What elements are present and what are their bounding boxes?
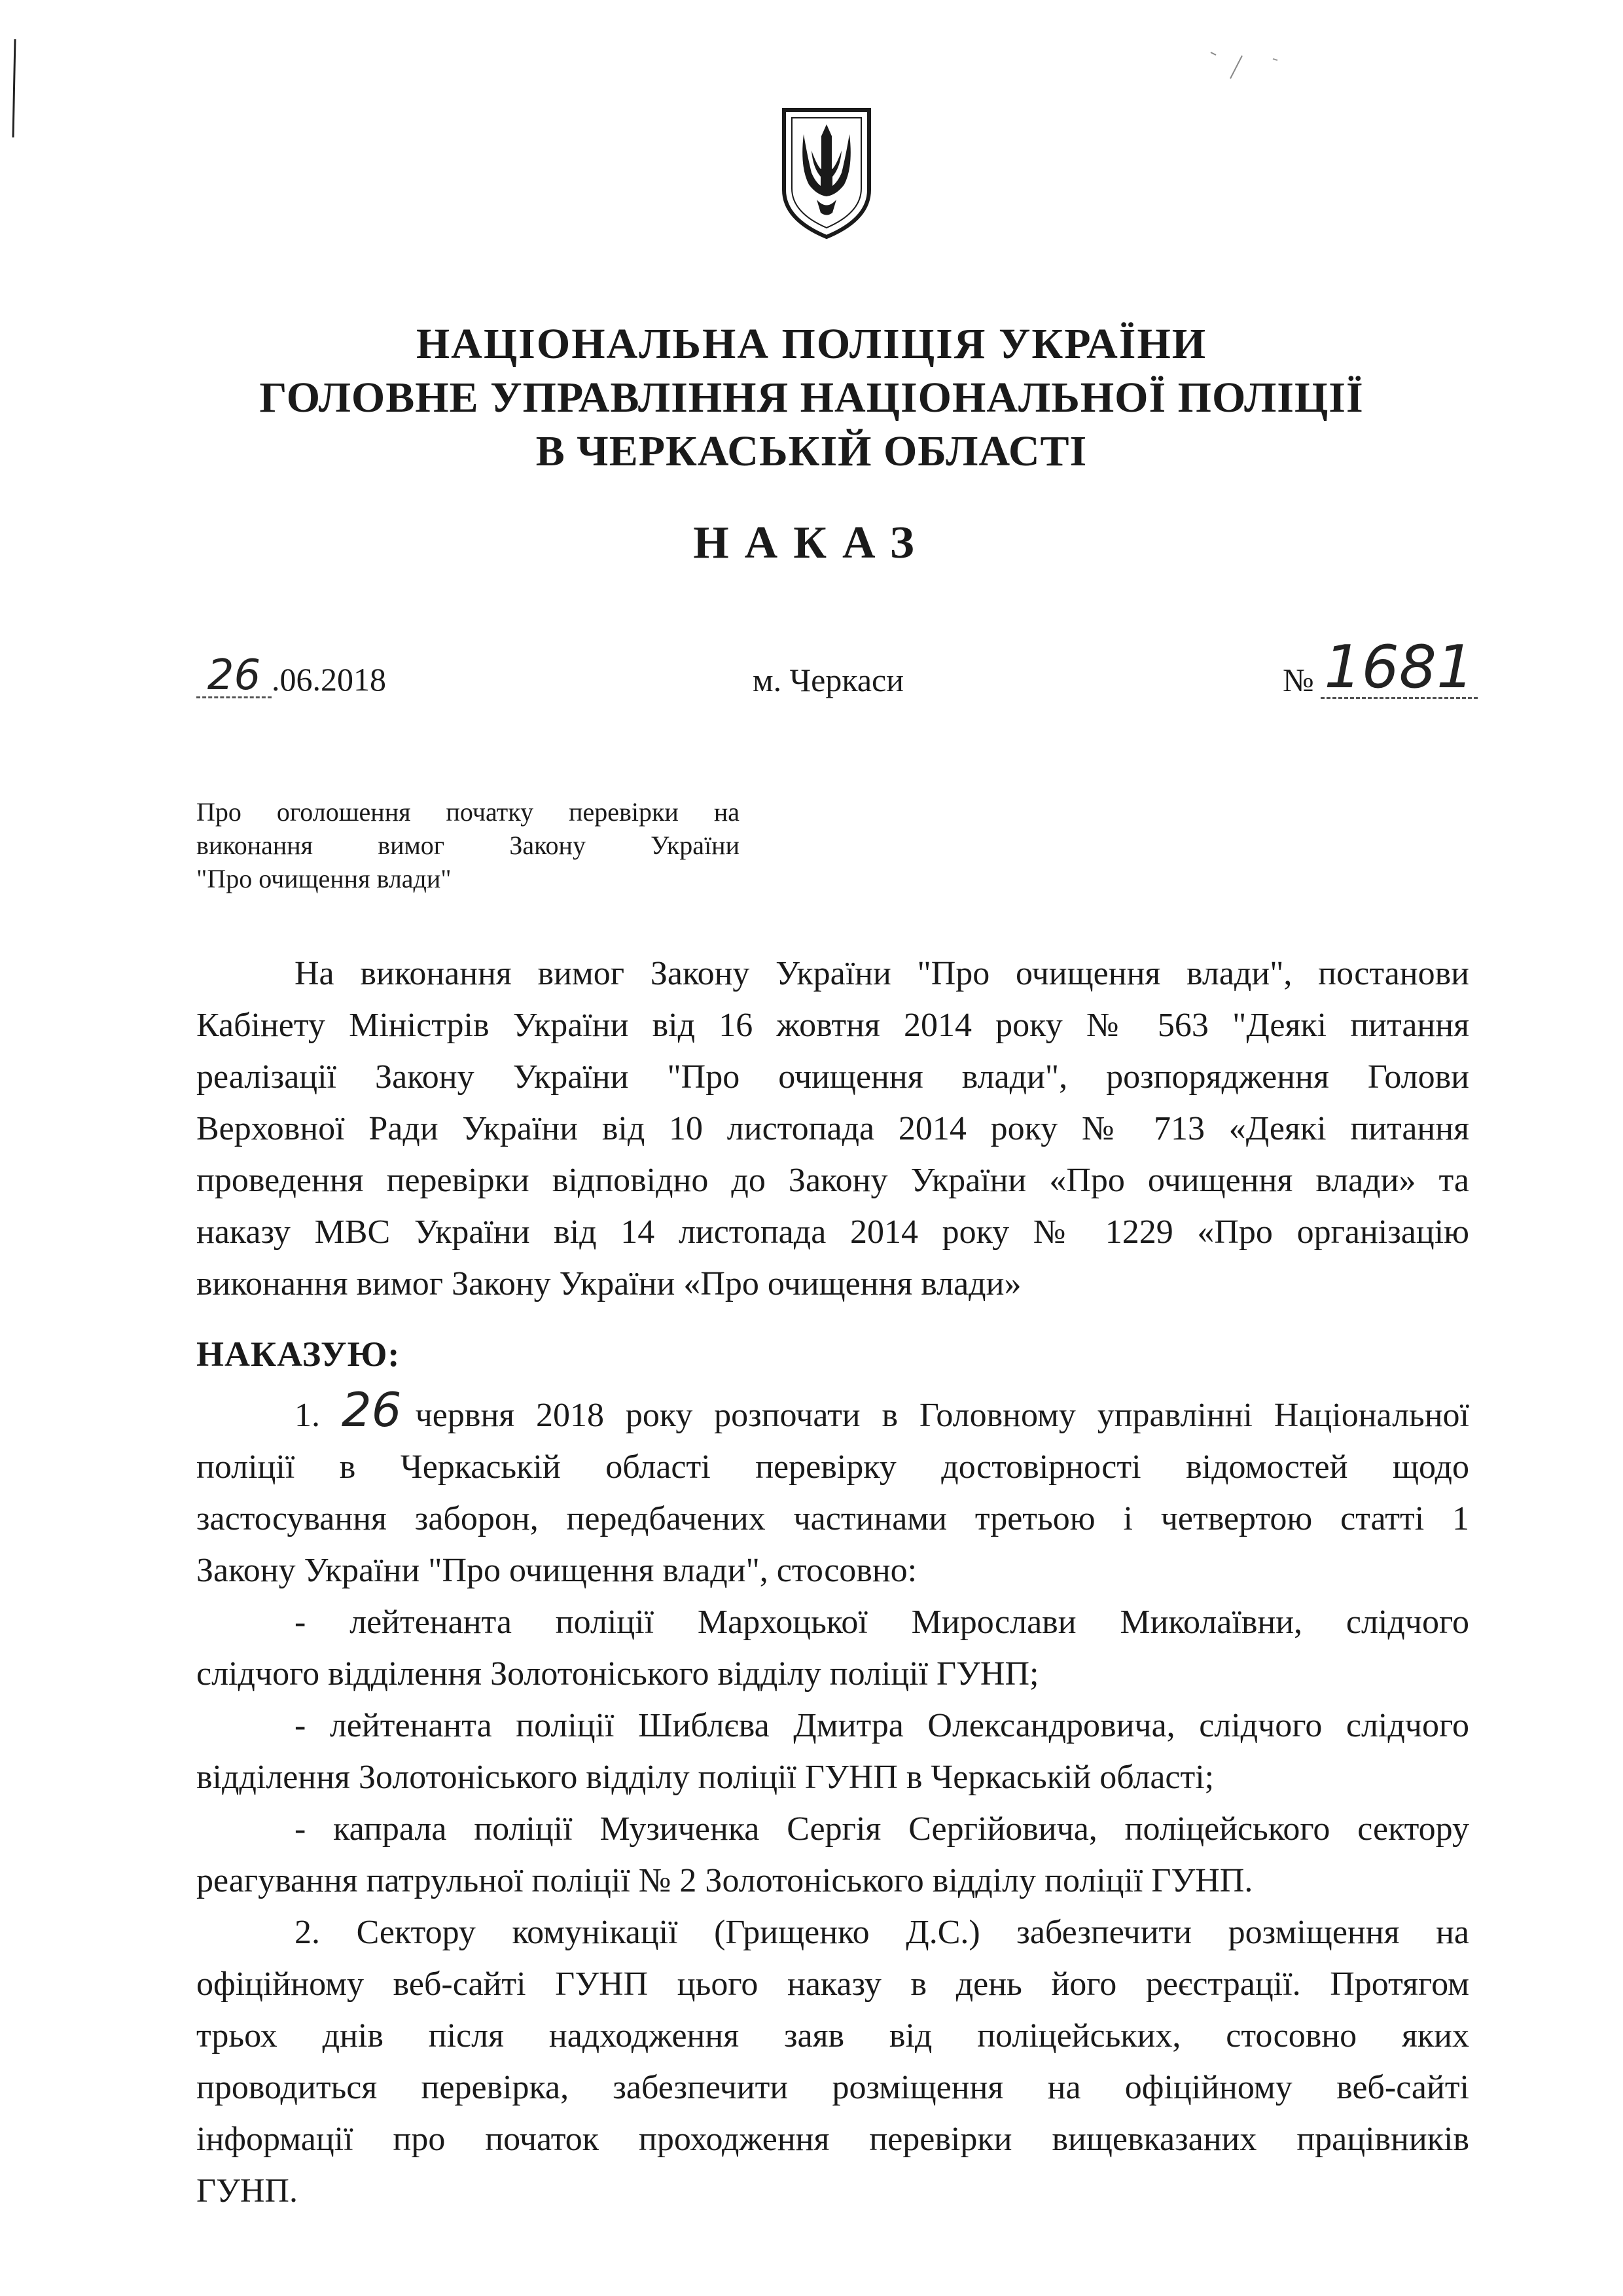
- order-subject: [196, 795, 740, 895]
- item1-first-line: [196, 1382, 1470, 1441]
- item1-first-text: червня 2018 року розпочати в Головному управлінні Національної: [415, 1397, 1470, 1434]
- corner-pen-mark: [1204, 33, 1283, 92]
- item2-line: офіційному веб-сайті ГУНП цього наказу в день його реєстрації. Протягом: [196, 1965, 1469, 2003]
- trident-coat-of-arms-icon: [777, 105, 876, 242]
- preamble-line: реалізації Закону України "Про очищення влади", розпорядження Голови: [196, 1058, 1469, 1096]
- item1-line: Закону України "Про очищення влади", стосовно:: [196, 1552, 918, 1589]
- issue-city: м. Черкаси: [753, 662, 904, 698]
- item1-prefix: 1.: [294, 1397, 320, 1434]
- item1-line: поліції в Черкаській області перевірку достовірності відомостей щодо: [196, 1448, 1469, 1486]
- item2-line: проводиться перевірка, забезпечити розміщення на офіційному веб-сайті: [196, 2069, 1469, 2106]
- date-month-year: .06.2018: [272, 661, 386, 698]
- handwritten-item1-day: 26: [341, 1382, 402, 1437]
- preamble-paragraph: [196, 948, 1469, 1310]
- item2-line: трьох днів після надходження заяв від поліцейських, стосовно яких: [196, 2017, 1469, 2054]
- order-items: [196, 1382, 1470, 2217]
- person-2-line: відділення Золотоніського відділу поліції ГУНП в Черкаській області;: [196, 1759, 1215, 1796]
- item2-line: ГУНП.: [196, 2172, 298, 2210]
- preamble-line: виконання вимог Закону України «Про очищення влади»: [196, 1265, 1022, 1302]
- org-name-line-3: В ЧЕРКАСЬКІЙ ОБЛАСТІ: [535, 427, 1088, 475]
- number-label: №: [1283, 662, 1314, 698]
- preamble-line: На виконання вимог Закону України "Про очищення влади", постанови: [294, 955, 1469, 992]
- document-type-title: НАКАЗ: [693, 518, 930, 568]
- preamble-line: проведення перевірки відповідно до Закону України «Про очищення влади» та: [196, 1162, 1469, 1199]
- person-1-line: - лейтенанта поліції Мархоцької Мирослави Миколаївни, слідчого: [294, 1604, 1469, 1641]
- person-1-line: слідчого відділення Золотоніського відділу поліції ГУНП;: [196, 1655, 1039, 1693]
- person-3-line: реагування патрульної поліції № 2 Золотоніського відділу поліції ГУНП.: [196, 1862, 1253, 1899]
- item2-line: інформації про початок проходження перевірки вищевказаних працівників: [196, 2121, 1469, 2158]
- preamble-line: Верховної Ради України від 10 листопада 2014 року № 713 «Деякі питання: [196, 1110, 1469, 1147]
- item1-line: застосування заборон, передбачених частинами третьою і четвертою статті 1: [196, 1500, 1469, 1537]
- org-name-line-1: НАЦІОНАЛЬНА ПОЛІЦІЯ УКРАЇНИ: [416, 320, 1207, 368]
- person-2-line: - лейтенанта поліції Шиблєва Дмитра Олександровича, слідчого слідчого: [294, 1707, 1469, 1744]
- order-heading: НАКАЗУЮ:: [196, 1335, 401, 1374]
- subject-line: виконання вимог Закону України: [196, 831, 740, 860]
- document-number: [1283, 633, 1478, 702]
- org-name-line-2: ГОЛОВНЕ УПРАВЛІННЯ НАЦІОНАЛЬНОЇ ПОЛІЦІЇ: [259, 374, 1364, 422]
- preamble-line: Кабінету Міністрів України від 16 жовтня 2014 року № 563 "Деякі питання: [196, 1007, 1469, 1044]
- person-3-line: - капрала поліції Музиченка Сергія Сергійовича, поліцейського сектору: [294, 1810, 1469, 1848]
- item2-line: 2. Сектору комунікації (Грищенко Д.С.) забезпечити розміщення на: [294, 1914, 1469, 1951]
- subject-line: Про оголошення початку перевірки на: [196, 797, 740, 827]
- handwritten-number-value: 1681: [1321, 638, 1478, 699]
- preamble-line: наказу МВС України від 14 листопада 2014 року № 1229 «Про організацію: [196, 1213, 1469, 1251]
- margin-pen-mark: [12, 39, 17, 137]
- document-date: [196, 651, 386, 700]
- handwritten-date-day: 26: [196, 655, 272, 698]
- subject-line: "Про очищення влади": [196, 864, 452, 893]
